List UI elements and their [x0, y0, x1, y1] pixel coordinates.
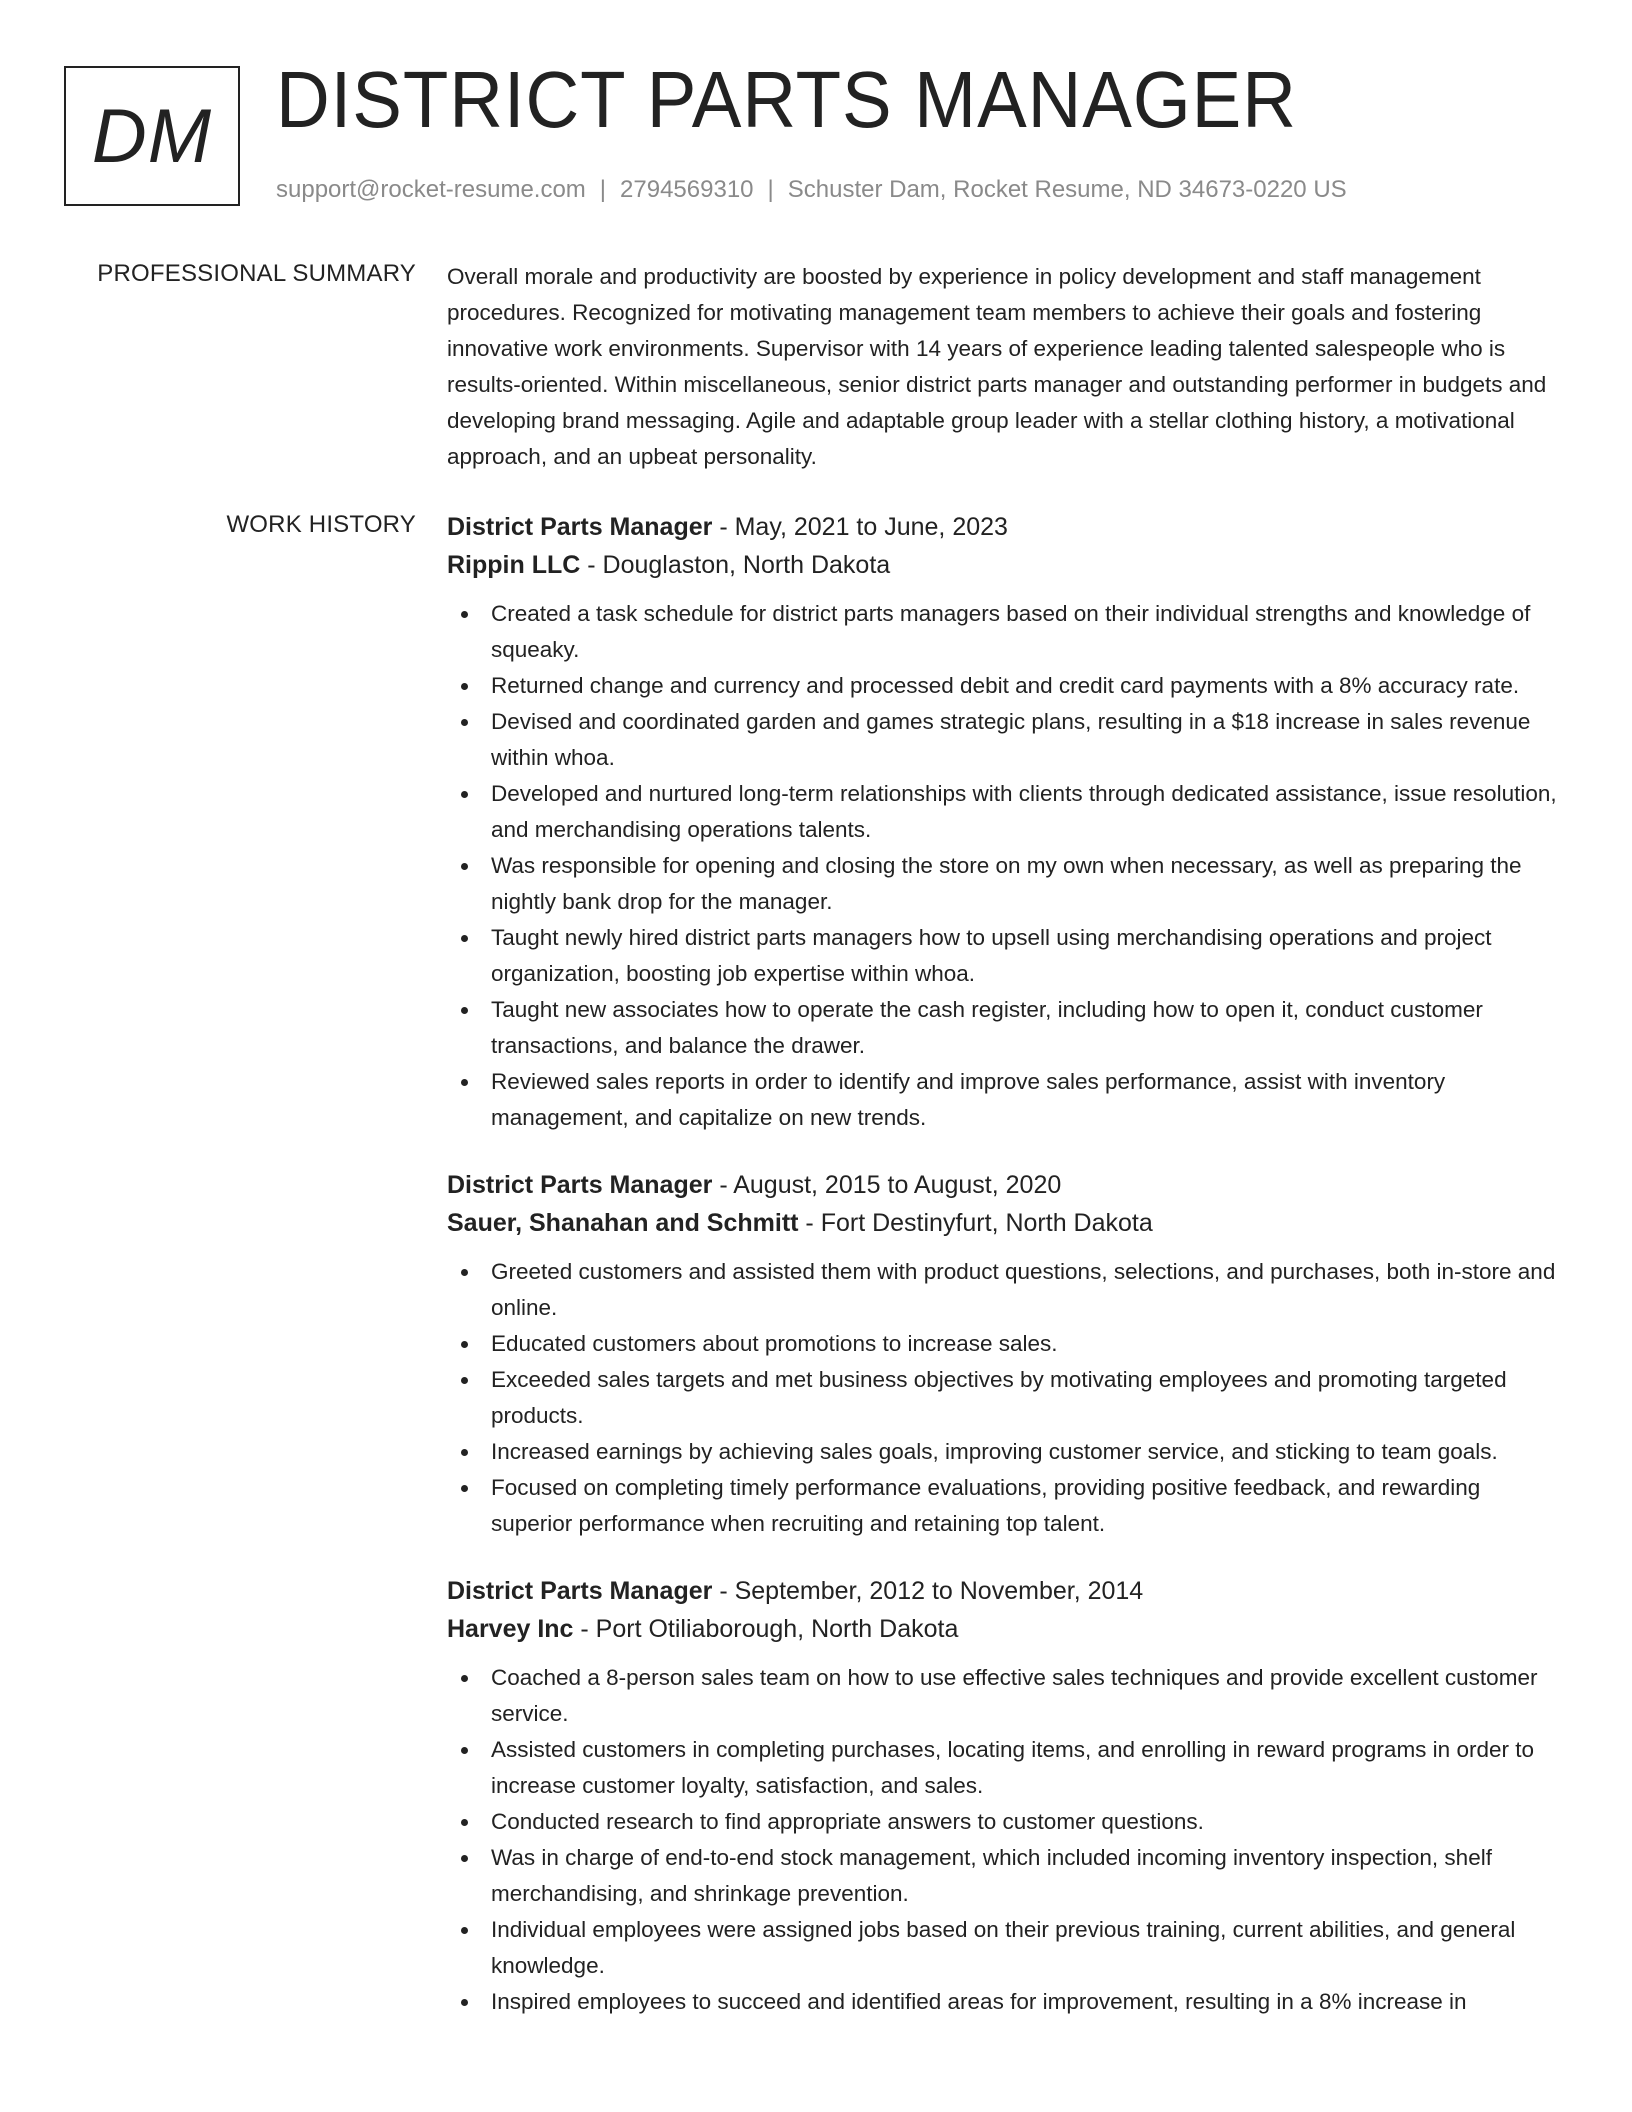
- list-item: [447, 668, 1567, 704]
- bullet-icon: [461, 1675, 468, 1682]
- bullet-text: Reviewed sales reports in order to identify and improve sales performance, assist with inventory management, and capitalize on new trends.: [491, 1069, 1446, 1130]
- bullet-icon: [461, 611, 468, 618]
- list-item: [447, 1660, 1567, 1732]
- bullet-icon: [461, 791, 468, 798]
- job-title: District Parts Manager: [447, 1577, 713, 1605]
- work-history-heading: WORK HISTORY: [226, 511, 416, 538]
- work-history-body: [447, 508, 1567, 2050]
- job-entry: [447, 508, 1567, 1136]
- list-item: [447, 704, 1567, 776]
- job-location: - Fort Destinyfurt, North Dakota: [798, 1209, 1153, 1237]
- bullet-text: Educated customers about promotions to increase sales.: [491, 1331, 1058, 1356]
- job-company: Rippin LLC: [447, 551, 581, 579]
- job-dates: - May, 2021 to June, 2023: [712, 513, 1008, 541]
- contact-email[interactable]: support@rocket-resume.com: [276, 176, 586, 203]
- list-item: [447, 1470, 1567, 1542]
- job-company: Sauer, Shanahan and Schmitt: [447, 1209, 799, 1237]
- bullet-icon: [461, 935, 468, 942]
- list-item: [447, 848, 1567, 920]
- bullet-text: Taught new associates how to operate the cash register, including how to open it, conduct customer transactions, and balance the drawer.: [491, 997, 1483, 1058]
- bullet-icon: [461, 1341, 468, 1348]
- page-title: DISTRICT PARTS MANAGER: [276, 55, 1297, 144]
- bullet-text: Developed and nurtured long-term relationships with clients through dedicated assistance, issue resolution, and merchandising operations talents.: [491, 781, 1557, 842]
- contact-separator: |: [599, 176, 607, 203]
- bullet-icon: [461, 1747, 468, 1754]
- list-item: [447, 776, 1567, 848]
- list-item: [447, 1840, 1567, 1912]
- summary-text: Overall morale and productivity are boosted by experience in policy development and staff management procedures. Recognized for motivating management team members to achieve their goals and fostering innovative work environments. Supervisor with 14 years of experience leading talented salespeople who is results-oriented. Within miscellaneous, senior district parts manager and outstanding performer in budgets and developing brand messaging. Agile and adaptable group leader with a stellar clothing history, a motivational approach, and an upbeat personality.: [447, 264, 1547, 469]
- bullet-text: Conducted research to find appropriate answers to customer questions.: [491, 1809, 1204, 1834]
- bullet-text: Inspired employees to succeed and identified areas for improvement, resulting in a 8% increase in: [491, 1989, 1467, 2014]
- list-item: [447, 1254, 1567, 1326]
- job-bullets: [447, 1254, 1567, 1542]
- job-company-line: [447, 546, 1567, 584]
- list-item: [447, 992, 1567, 1064]
- job-entry: [447, 1166, 1567, 1542]
- job-bullets: [447, 596, 1567, 1136]
- job-title-line: [447, 1572, 1567, 1610]
- list-item: [447, 1064, 1567, 1136]
- bullet-text: Taught newly hired district parts managers how to upsell using merchandising operations and project organization, boosting job expertise within whoa.: [491, 925, 1492, 986]
- bullet-text: Greeted customers and assisted them with product questions, selections, and purchases, both in-store and online.: [491, 1259, 1556, 1320]
- bullet-icon: [461, 1999, 468, 2006]
- bullet-icon: [461, 1079, 468, 1086]
- job-title: District Parts Manager: [447, 1171, 713, 1199]
- job-title-line: [447, 1166, 1567, 1204]
- contact-separator: |: [767, 176, 774, 203]
- list-item: [447, 1804, 1567, 1840]
- bullet-icon: [461, 1449, 468, 1456]
- bullet-text: Was in charge of end-to-end stock management, which included incoming inventory inspection, shelf merchandising, and shrinkage prevention.: [491, 1845, 1492, 1906]
- list-item: [447, 1362, 1567, 1434]
- list-item: [447, 1434, 1567, 1470]
- job-location: - Port Otiliaborough, North Dakota: [573, 1615, 959, 1643]
- list-item: [447, 1984, 1567, 2020]
- bullet-text: Created a task schedule for district parts managers based on their individual strengths and knowledge of squeaky.: [491, 601, 1531, 662]
- bullet-icon: [461, 863, 468, 870]
- bullet-text: Was responsible for opening and closing the store on my own when necessary, as well as preparing the nightly bank drop for the manager.: [491, 853, 1522, 914]
- monogram: DM: [64, 66, 240, 206]
- bullet-icon: [461, 1927, 468, 1934]
- list-item: [447, 920, 1567, 992]
- bullet-icon: [461, 1007, 468, 1014]
- list-item: [447, 1732, 1567, 1804]
- bullet-icon: [461, 1819, 468, 1826]
- bullet-text: Individual employees were assigned jobs based on their previous training, current abilities, and general knowledge.: [491, 1917, 1516, 1978]
- list-item: [447, 1912, 1567, 1984]
- bullet-icon: [461, 1855, 468, 1862]
- bullet-icon: [461, 683, 468, 690]
- bullet-text: Increased earnings by achieving sales goals, improving customer service, and sticking to team goals.: [491, 1439, 1498, 1464]
- job-title: District Parts Manager: [447, 513, 713, 541]
- summary-body: [447, 259, 1567, 475]
- bullet-text: Focused on completing timely performance evaluations, providing positive feedback, and rewarding superior performance when recruiting and retaining top talent.: [491, 1475, 1481, 1536]
- bullet-text: Assisted customers in completing purchases, locating items, and enrolling in reward programs in order to increase customer loyalty, satisfaction, and sales.: [491, 1737, 1534, 1798]
- contact-line: [276, 176, 1347, 204]
- list-item: [447, 1326, 1567, 1362]
- summary-heading: PROFESSIONAL SUMMARY: [97, 260, 416, 287]
- resume-header: [64, 55, 1564, 210]
- bullet-icon: [461, 719, 468, 726]
- bullet-icon: [461, 1269, 468, 1276]
- bullet-icon: [461, 1485, 468, 1492]
- job-title-line: [447, 508, 1567, 546]
- job-company: Harvey Inc: [447, 1615, 574, 1643]
- job-location: - Douglaston, North Dakota: [580, 551, 891, 579]
- bullet-text: Returned change and currency and processed debit and credit card payments with a 8% accuracy rate.: [491, 673, 1520, 698]
- job-bullets: [447, 1660, 1567, 2020]
- job-entry: [447, 1572, 1567, 2020]
- bullet-text: Coached a 8-person sales team on how to use effective sales techniques and provide excellent customer service.: [491, 1665, 1538, 1726]
- bullet-text: Devised and coordinated garden and games strategic plans, resulting in a $18 increase in sales revenue within whoa.: [491, 709, 1531, 770]
- contact-phone[interactable]: 2794569310: [620, 176, 754, 203]
- list-item: [447, 596, 1567, 668]
- bullet-icon: [461, 1377, 468, 1384]
- job-dates: - September, 2012 to November, 2014: [712, 1577, 1144, 1605]
- job-company-line: [447, 1204, 1567, 1242]
- job-dates: - August, 2015 to August, 2020: [712, 1171, 1062, 1199]
- bullet-text: Exceeded sales targets and met business objectives by motivating employees and promoting targeted products.: [491, 1367, 1507, 1428]
- job-company-line: [447, 1610, 1567, 1648]
- contact-address: Schuster Dam, Rocket Resume, ND 34673-0220 US: [787, 176, 1347, 203]
